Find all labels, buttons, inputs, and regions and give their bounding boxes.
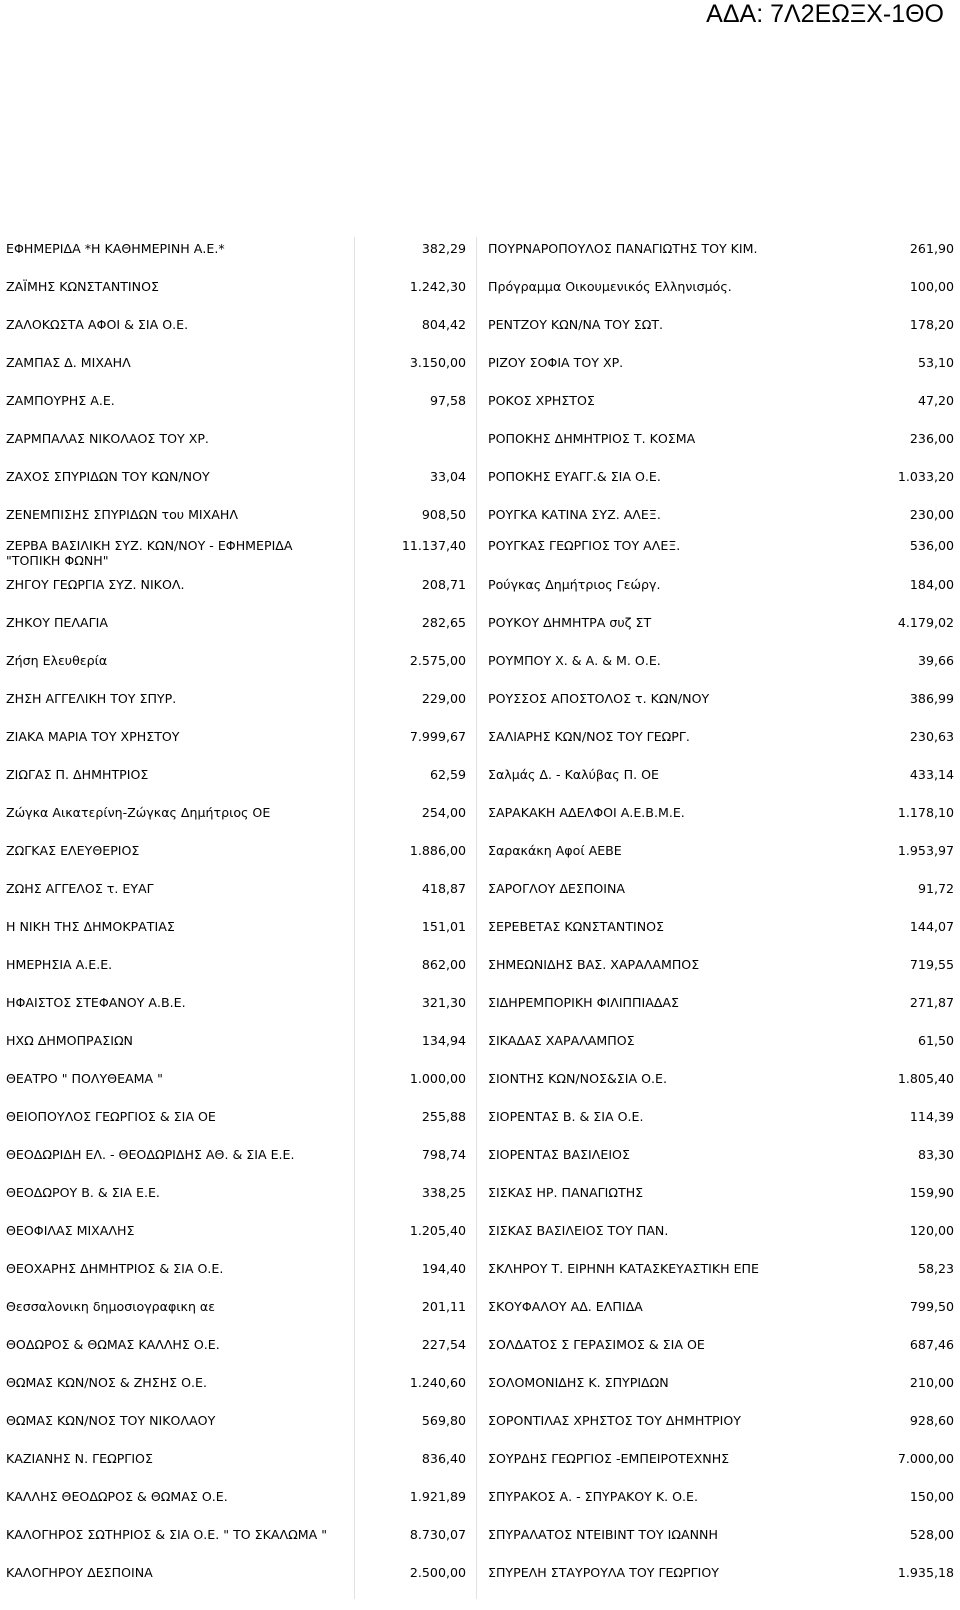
left-name-cell: ΘΕΟΔΩΡΙΔΗ ΕΛ. - ΘΕΟΔΩΡΙΔΗΣ ΑΘ. & ΣΙΑ Ε.Ε. (6, 1147, 295, 1162)
right-amount-cell: 687,46 (909, 1337, 954, 1352)
right-name-cell: ΣΠΥΡΑΛΑΤΟΣ ΝΤΕΙΒΙΝΤ ΤΟΥ ΙΩΑΝΝΗ (488, 1527, 718, 1542)
table-row (2, 763, 958, 801)
left-name-cell: ΖΩΗΣ ΑΓΓΕΛΟΣ τ. ΕΥΑΓ (6, 881, 154, 896)
left-amount-cell: 254,00 (421, 805, 466, 820)
right-name-cell: ΣΗΜΕΩΝΙΔΗΣ ΒΑΣ. ΧΑΡΑΛΑΜΠΟΣ (488, 957, 700, 972)
right-name-cell: ΣΙΔΗΡΕΜΠΟΡΙΚΗ ΦΙΛΙΠΠΙΑΔΑΣ (488, 995, 680, 1010)
left-name-cell: ΖΗΚΟΥ ΠΕΛΑΓΙΑ (6, 615, 108, 630)
left-amount-cell: 255,88 (421, 1109, 466, 1124)
table-row (2, 1067, 958, 1105)
right-amount-cell: 53,10 (917, 355, 954, 370)
right-name-cell: ΡΟΥΣΣΟΣ ΑΠΟΣΤΟΛΟΣ τ. ΚΩΝ/ΝΟΥ (488, 691, 710, 706)
right-name-cell: ΡΟΥΓΚΑ ΚΑΤΙΝΑ ΣΥΖ. ΑΛΕΞ. (488, 507, 661, 522)
right-amount-cell: 178,20 (909, 317, 954, 332)
left-name-cell: ΚΑΛΟΓΗΡΟΣ ΣΩΤΗΡΙΟΣ & ΣΙΑ Ο.Ε. " ΤΟ ΣΚΑΛΩΜΑ " (6, 1527, 328, 1542)
left-name-cell: ΖΑΪΜΗΣ ΚΩΝΣΤΑΝΤΙΝΟΣ (6, 279, 159, 294)
right-amount-cell: 928,60 (909, 1413, 954, 1428)
table-row (2, 1295, 958, 1333)
table-row (2, 313, 958, 351)
left-amount-cell: 7.999,67 (409, 729, 466, 744)
left-amount-cell: 908,50 (421, 507, 466, 522)
left-name-cell: ΖΑΜΠΟΥΡΗΣ Α.Ε. (6, 393, 115, 408)
table-row (2, 275, 958, 313)
right-amount-cell: 719,55 (909, 957, 954, 972)
left-amount-cell: 382,29 (421, 241, 466, 256)
left-amount-cell: 97,58 (429, 393, 466, 408)
left-amount-cell: 208,71 (421, 577, 466, 592)
right-amount-cell: 58,23 (917, 1261, 954, 1276)
left-amount-cell: 338,25 (421, 1185, 466, 1200)
left-amount-cell: 194,40 (421, 1261, 466, 1276)
right-name-cell: ΣΚΛΗΡΟΥ Τ. ΕΙΡΗΝΗ ΚΑΤΑΣΚΕΥΑΣΤΙΚΗ ΕΠΕ (488, 1261, 759, 1276)
left-amount-cell: 1.240,60 (409, 1375, 466, 1390)
right-name-cell: ΣΙΣΚΑΣ ΗΡ. ΠΑΝΑΓΙΩΤΗΣ (488, 1185, 644, 1200)
left-amount-cell: 1.921,89 (409, 1489, 466, 1504)
left-name-cell: ΚΑΖΙΑΝΗΣ Ν. ΓΕΩΡΓΙΟΣ (6, 1451, 153, 1466)
left-name-cell: ΘΕΟΦΙΛΑΣ ΜΙΧΑΛΗΣ (6, 1223, 135, 1238)
left-name-cell: Ζήση Ελευθερία (6, 653, 108, 668)
right-name-cell: ΣΑΛΙΑΡΗΣ ΚΩΝ/ΝΟΣ ΤΟΥ ΓΕΩΡΓ. (488, 729, 690, 744)
right-name-cell: ΣΚΟΥΦΑΛΟΥ ΑΔ. ΕΛΠΙΔΑ (488, 1299, 643, 1314)
left-amount-cell: 1.242,30 (409, 279, 466, 294)
table-row (2, 725, 958, 763)
right-amount-cell: 83,30 (917, 1147, 954, 1162)
table-row (2, 503, 958, 534)
left-amount-cell: 321,30 (421, 995, 466, 1010)
left-amount-cell: 1.000,00 (409, 1071, 466, 1086)
left-name-cell: ΖΗΓΟΥ ΓΕΩΡΓΙΑ ΣΥΖ. ΝΙΚΟΛ. (6, 577, 185, 592)
left-name-cell: ΖΑΧΟΣ ΣΠΥΡΙΔΩΝ ΤΟΥ ΚΩΝ/ΝΟΥ (6, 469, 210, 484)
left-amount-cell: 418,87 (421, 881, 466, 896)
table-row (2, 351, 958, 389)
table-row (2, 953, 958, 991)
left-name-cell: ΚΑΛΟΓΗΡΟΥ ΔΕΣΠΟΙΝΑ (6, 1565, 153, 1580)
left-amount-cell: 282,65 (421, 615, 466, 630)
left-name-cell: ΖΕΝΕΜΠΙΣΗΣ ΣΠΥΡΙΔΩΝ του ΜΙΧΑΗΛ (6, 507, 238, 522)
left-name-cell: ΖΗΣΗ ΑΓΓΕΛΙΚΗ ΤΟΥ ΣΠΥΡ. (6, 691, 177, 706)
table-row (2, 1447, 958, 1485)
right-amount-cell: 528,00 (909, 1527, 954, 1542)
table-row (2, 534, 958, 573)
table-row (2, 611, 958, 649)
left-name-cell: ΚΑΛΛΗΣ ΘΕΟΔΩΡΟΣ & ΘΩΜΑΣ Ο.Ε. (6, 1489, 228, 1504)
right-amount-cell: 1.805,40 (897, 1071, 954, 1086)
left-name-cell: ΘΕΙΟΠΟΥΛΟΣ ΓΕΩΡΓΙΟΣ & ΣΙΑ ΟΕ (6, 1109, 216, 1124)
table-row (2, 1371, 958, 1409)
right-name-cell: ΡΟΠΟΚΗΣ ΔΗΜΗΤΡΙΟΣ Τ. ΚΟΣΜΑ (488, 431, 696, 446)
left-amount-cell: 798,74 (421, 1147, 466, 1162)
table-row (2, 915, 958, 953)
left-name-cell: ΘΩΜΑΣ ΚΩΝ/ΝΟΣ & ΖΗΣΗΣ Ο.Ε. (6, 1375, 208, 1390)
table-row (2, 1485, 958, 1523)
right-amount-cell: 159,90 (909, 1185, 954, 1200)
right-amount-cell: 1.935,18 (897, 1565, 954, 1580)
table-row (2, 649, 958, 687)
left-name-cell: ΖΕΡΒΑ ΒΑΣΙΛΙΚΗ ΣΥΖ. ΚΩΝ/ΝΟΥ - ΕΦΗΜΕΡΙΔΑ "ΤΟΠΙΚΗ ΦΩΝΗ" (6, 538, 293, 568)
table-row (2, 991, 958, 1029)
left-amount-cell: 2.500,00 (409, 1565, 466, 1580)
left-amount-cell: 2.575,00 (409, 653, 466, 668)
right-name-cell: ΣΟΛΔΑΤΟΣ Σ ΓΕΡΑΣΙΜΟΣ & ΣΙΑ ΟΕ (488, 1337, 705, 1352)
table-row (2, 1257, 958, 1295)
right-amount-cell: 799,50 (909, 1299, 954, 1314)
right-amount-cell: 1.953,97 (897, 843, 954, 858)
right-amount-cell: 184,00 (909, 577, 954, 592)
right-amount-cell: 230,63 (909, 729, 954, 744)
right-amount-cell: 150,00 (909, 1489, 954, 1504)
right-amount-cell: 386,99 (909, 691, 954, 706)
left-amount-cell: 134,94 (421, 1033, 466, 1048)
left-name-cell: ΗΦΑΙΣΤΟΣ ΣΤΕΦΑΝΟΥ Α.Β.Ε. (6, 995, 186, 1010)
left-name-cell: ΕΦΗΜΕΡΙΔΑ *Η ΚΑΘΗΜΕΡΙΝΗ Α.Ε.* (6, 241, 225, 256)
left-name-cell: ΘΕΟΧΑΡΗΣ ΔΗΜΗΤΡΙΟΣ & ΣΙΑ Ο.Ε. (6, 1261, 224, 1276)
left-amount-cell: 804,42 (421, 317, 466, 332)
right-name-cell: ΡΕΝΤΖΟΥ ΚΩΝ/ΝΑ ΤΟΥ ΣΩΤ. (488, 317, 664, 332)
table-row (2, 1333, 958, 1371)
right-amount-cell: 230,00 (909, 507, 954, 522)
right-amount-cell: 433,14 (909, 767, 954, 782)
right-amount-cell: 236,00 (909, 431, 954, 446)
right-amount-cell: 4.179,02 (897, 615, 954, 630)
left-amount-cell: 227,54 (421, 1337, 466, 1352)
table-row (2, 877, 958, 915)
right-name-cell: ΡΟΥΚΟΥ ΔΗΜΗΤΡΑ συζ ΣΤ (488, 615, 652, 630)
left-amount-cell: 569,80 (421, 1413, 466, 1428)
right-name-cell: ΡΟΚΟΣ ΧΡΗΣΤΟΣ (488, 393, 595, 408)
right-name-cell: Σαρακάκη Αφοί ΑΕΒΕ (488, 843, 622, 858)
left-name-cell: ΗΜΕΡΗΣΙΑ Α.Ε.Ε. (6, 957, 113, 972)
left-name-cell: Ζώγκα Αικατερίνη-Ζώγκας Δημήτριος ΟΕ (6, 805, 271, 820)
left-name-cell: ΘΟΔΩΡΟΣ & ΘΩΜΑΣ ΚΑΛΛΗΣ Ο.Ε. (6, 1337, 220, 1352)
right-name-cell: ΣΙΣΚΑΣ ΒΑΣΙΛΕΙΟΣ ΤΟΥ ΠΑΝ. (488, 1223, 669, 1238)
payments-table (2, 237, 958, 1599)
right-amount-cell: 271,87 (909, 995, 954, 1010)
right-amount-cell: 100,00 (909, 279, 954, 294)
right-name-cell: Σαλμάς Δ. - Καλύβας Π. ΟΕ (488, 767, 659, 782)
right-amount-cell: 1.033,20 (897, 469, 954, 484)
left-name-cell: Θεσσαλονικη δημοσιογραφικη αε (6, 1299, 216, 1314)
left-amount-cell: 1.205,40 (409, 1223, 466, 1238)
left-name-cell: ΖΑΛΟΚΩΣΤΑ ΑΦΟΙ & ΣΙΑ Ο.Ε. (6, 317, 189, 332)
table-row (2, 1143, 958, 1181)
table-row (2, 237, 958, 275)
right-name-cell: ΡΟΠΟΚΗΣ ΕΥΑΓΓ.& ΣΙΑ Ο.Ε. (488, 469, 661, 484)
table-row (2, 573, 958, 611)
left-name-cell: ΖΙΑΚΑ ΜΑΡΙΑ ΤΟΥ ΧΡΗΣΤΟΥ (6, 729, 180, 744)
left-name-cell: ΘΩΜΑΣ ΚΩΝ/ΝΟΣ ΤΟΥ ΝΙΚΟΛΑΟΥ (6, 1413, 216, 1428)
left-amount-cell: 229,00 (421, 691, 466, 706)
left-amount-cell: 836,40 (421, 1451, 466, 1466)
left-amount-cell: 201,11 (421, 1299, 466, 1314)
ada-code: ΑΔΑ: 7Λ2ΕΩΞΧ-1ΘΟ (706, 0, 944, 28)
left-amount-cell: 151,01 (421, 919, 466, 934)
right-name-cell: ΡΙΖΟΥ ΣΟΦΙΑ ΤΟΥ ΧΡ. (488, 355, 624, 370)
right-name-cell: ΣΙΟΡΕΝΤΑΣ ΒΑΣΙΛΕΙΟΣ (488, 1147, 630, 1162)
left-amount-cell: 862,00 (421, 957, 466, 972)
right-amount-cell: 47,20 (917, 393, 954, 408)
right-amount-cell: 144,07 (909, 919, 954, 934)
table-row (2, 1561, 958, 1599)
right-amount-cell: 114,39 (909, 1109, 954, 1124)
left-name-cell: ΖΑΜΠΑΣ Δ. ΜΙΧΑΗΛ (6, 355, 131, 370)
left-name-cell: Η ΝΙΚΗ ΤΗΣ ΔΗΜΟΚΡΑΤΙΑΣ (6, 919, 175, 934)
right-amount-cell: 261,90 (909, 241, 954, 256)
table-row (2, 801, 958, 839)
right-name-cell: ΣΠΥΡΕΛΗ ΣΤΑΥΡΟΥΛΑ ΤΟΥ ΓΕΩΡΓΙΟΥ (488, 1565, 719, 1580)
right-amount-cell: 536,00 (909, 538, 954, 553)
table-row (2, 465, 958, 503)
table-row (2, 687, 958, 725)
right-amount-cell: 7.000,00 (897, 1451, 954, 1466)
right-name-cell: ΣΑΡΟΓΛΟΥ ΔΕΣΠΟΙΝΑ (488, 881, 625, 896)
right-name-cell: ΡΟΥΓΚΑΣ ΓΕΩΡΓΙΟΣ ΤΟΥ ΑΛΕΞ. (488, 538, 681, 553)
right-name-cell: ΣΙΟΡΕΝΤΑΣ Β. & ΣΙΑ Ο.Ε. (488, 1109, 644, 1124)
right-amount-cell: 39,66 (917, 653, 954, 668)
left-name-cell: ΖΩΓΚΑΣ ΕΛΕΥΘΕΡΙΟΣ (6, 843, 140, 858)
right-name-cell: ΣΑΡΑΚΑΚΗ ΑΔΕΛΦΟΙ Α.Ε.Β.Μ.Ε. (488, 805, 685, 820)
right-amount-cell: 1.178,10 (897, 805, 954, 820)
left-amount-cell: 33,04 (429, 469, 466, 484)
right-name-cell: Πρόγραμμα Οικουμενικός Ελληνισμός. (488, 279, 732, 294)
right-amount-cell: 210,00 (909, 1375, 954, 1390)
table-row (2, 1219, 958, 1257)
left-amount-cell: 3.150,00 (409, 355, 466, 370)
right-name-cell: ΣΕΡΕΒΕΤΑΣ ΚΩΝΣΤΑΝΤΙΝΟΣ (488, 919, 665, 934)
table-row (2, 1029, 958, 1067)
table-row (2, 1105, 958, 1143)
table-row (2, 427, 958, 465)
table-row (2, 389, 958, 427)
left-name-cell: ΘΕΑΤΡΟ " ΠΟΛΥΘΕΑΜΑ " (6, 1071, 163, 1086)
right-name-cell: Ρούγκας Δημήτριος Γεώργ. (488, 577, 661, 592)
left-name-cell: ΖΙΩΓΑΣ Π. ΔΗΜΗΤΡΙΟΣ (6, 767, 149, 782)
right-name-cell: ΣΠΥΡΑΚΟΣ Α. - ΣΠΥΡΑΚΟΥ Κ. Ο.Ε. (488, 1489, 698, 1504)
table-row (2, 839, 958, 877)
left-amount-cell: 11.137,40 (401, 538, 466, 553)
left-amount-cell: 62,59 (429, 767, 466, 782)
right-name-cell: ΣΟΡΟΝΤΙΛΑΣ ΧΡΗΣΤΟΣ ΤΟΥ ΔΗΜΗΤΡΙΟΥ (488, 1413, 741, 1428)
right-amount-cell: 91,72 (917, 881, 954, 896)
right-name-cell: ΣΙΟΝΤΗΣ ΚΩΝ/ΝΟΣ&ΣΙΑ Ο.Ε. (488, 1071, 667, 1086)
left-name-cell: ΖΑΡΜΠΑΛΑΣ ΝΙΚΟΛΑΟΣ ΤΟΥ ΧΡ. (6, 431, 209, 446)
right-name-cell: ΠΟΥΡΝΑΡΟΠΟΥΛΟΣ ΠΑΝΑΓΙΩΤΗΣ ΤΟΥ ΚΙΜ. (488, 241, 758, 256)
left-amount-cell: 8.730,07 (409, 1527, 466, 1542)
table-row (2, 1181, 958, 1219)
left-name-cell: ΗΧΩ ΔΗΜΟΠΡΑΣΙΩΝ (6, 1033, 133, 1048)
right-name-cell: ΣΟΥΡΔΗΣ ΓΕΩΡΓΙΟΣ -ΕΜΠΕΙΡΟΤΕΧΝΗΣ (488, 1451, 730, 1466)
table-row (2, 1409, 958, 1447)
table-row (2, 1523, 958, 1561)
left-name-cell: ΘΕΟΔΩΡΟΥ Β. & ΣΙΑ Ε.Ε. (6, 1185, 160, 1200)
right-name-cell: ΣΟΛΟΜΟΝΙΔΗΣ Κ. ΣΠΥΡΙΔΩΝ (488, 1375, 669, 1390)
right-name-cell: ΡΟΥΜΠΟΥ Χ. & Α. & Μ. Ο.Ε. (488, 653, 661, 668)
right-amount-cell: 61,50 (917, 1033, 954, 1048)
left-amount-cell: 1.886,00 (409, 843, 466, 858)
right-name-cell: ΣΙΚΑΔΑΣ ΧΑΡΑΛΑΜΠΟΣ (488, 1033, 635, 1048)
right-amount-cell: 120,00 (909, 1223, 954, 1238)
